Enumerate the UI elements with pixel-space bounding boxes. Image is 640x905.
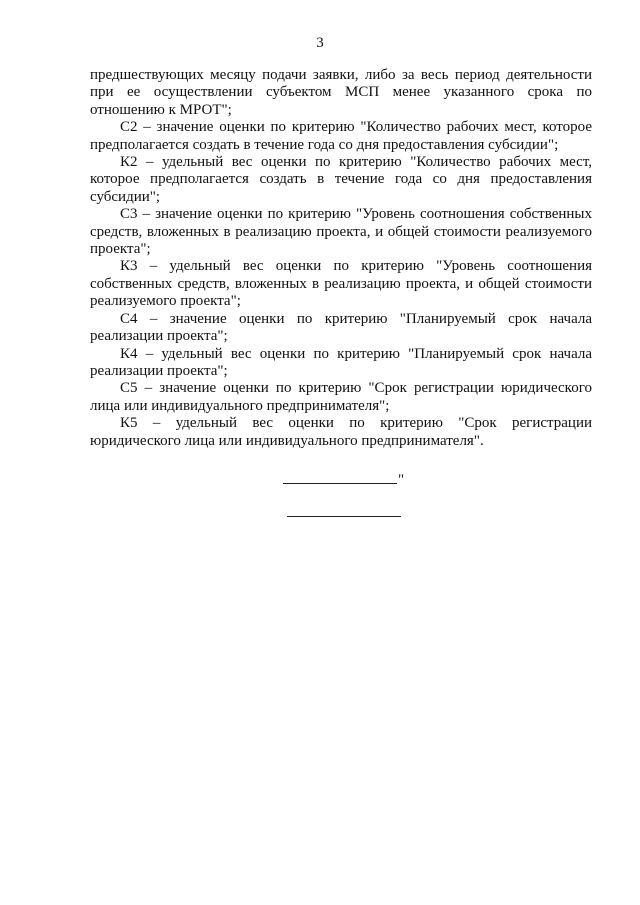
end-separator-line <box>287 516 401 517</box>
document-body <box>90 67 592 450</box>
paragraph-k5: К5 – удельный вес оценки по критерию "Срок регистрации юридического лица или индивидуального предпринимателя". <box>90 415 592 449</box>
closing-underline <box>283 483 397 484</box>
paragraph-k2: К2 – удельный вес оценки по критерию "Количество рабочих мест, которое предполагается создать в течение года со дня предоставления субсидии"; <box>90 154 592 205</box>
paragraph-c4: С4 – значение оценки по критерию "Планируемый срок начала реализации проекта"; <box>90 310 592 345</box>
closing-quote: " <box>398 472 405 488</box>
page-number: 3 <box>316 35 324 51</box>
paragraph-c3: С3 – значение оценки по критерию "Уровень соотношения собственных средств, вложенных в реализацию проекта, и общей стоимости реализуемого проекта"; <box>90 206 592 258</box>
paragraph-continuation: предшествующих месяцу подачи заявки, либо за весь период деятельности при ее осуществлении субъектом МСП менее указанного срока по отношению к МРОТ"; <box>90 67 592 118</box>
paragraph-c5: С5 – значение оценки по критерию "Срок регистрации юридического лица или индивидуального предпринимателя"; <box>90 380 592 414</box>
closing-mark <box>283 473 408 488</box>
paragraph-k3: К3 – удельный вес оценки по критерию "Уровень соотношения собственных средств, вложенных в реализацию проекта, и общей стоимости реализуемого проекта"; <box>90 258 592 310</box>
paragraph-c2: С2 – значение оценки по критерию "Количество рабочих мест, которое предполагается создать в течение года со дня предоставления субсидии"; <box>90 119 592 153</box>
paragraph-k4: К4 – удельный вес оценки по критерию "Планируемый срок начала реализации проекта"; <box>90 345 592 379</box>
